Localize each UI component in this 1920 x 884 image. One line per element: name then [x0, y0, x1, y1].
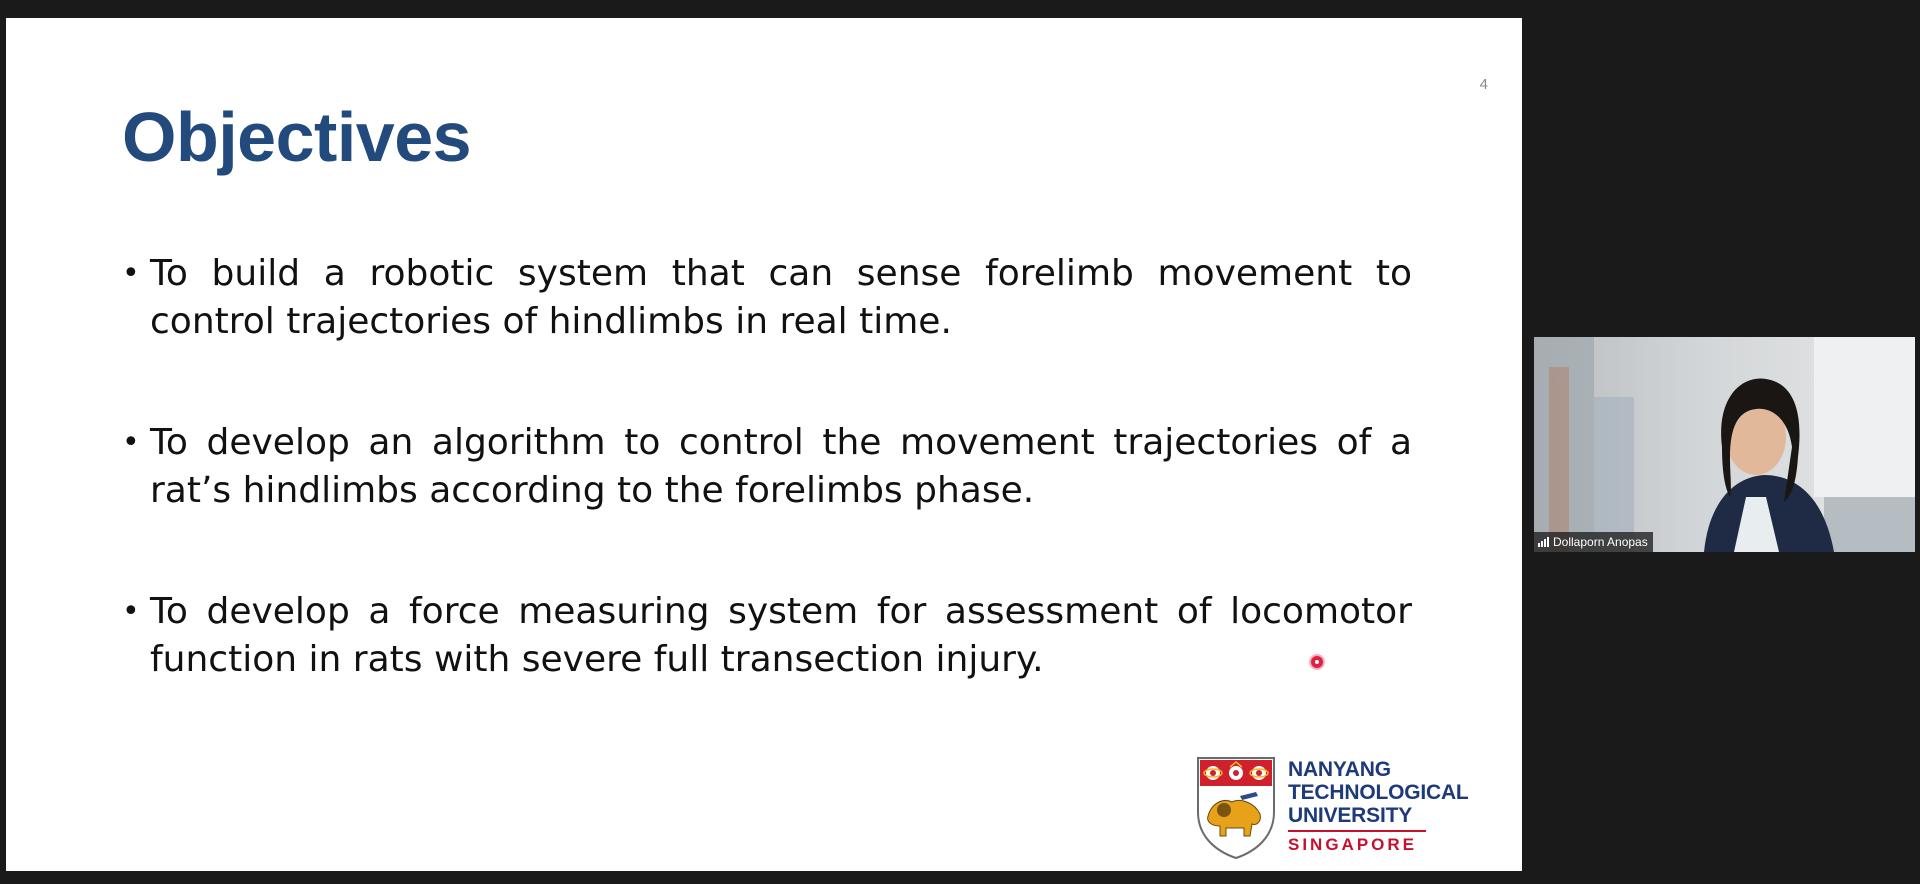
logo-line: NANYANG: [1288, 758, 1391, 781]
participant-video-frame: [1534, 337, 1915, 552]
signal-strength-icon: [1538, 537, 1549, 547]
participant-name: Dollaporn Anopas: [1553, 535, 1648, 549]
ntu-logo: [1196, 756, 1496, 866]
bullet-icon: •: [122, 256, 140, 291]
laser-pointer-icon: [1311, 656, 1323, 668]
slide-title: Objectives: [122, 98, 472, 176]
ntu-wordmark: [1288, 758, 1469, 855]
bullet-text: To build a robotic system that can sense forelimb movement to control trajectories of hindlimbs in real time.: [150, 253, 1412, 342]
bullet-icon: •: [122, 594, 140, 629]
list-item: [122, 588, 1412, 684]
bullet-text: To develop a force measuring system for assessment of locomotor function in rats with severe full transection injury.: [150, 591, 1412, 680]
logo-divider: [1288, 830, 1426, 832]
list-item: [122, 419, 1412, 515]
slide-number: 4: [1479, 76, 1488, 93]
participant-name-label: [1534, 532, 1653, 552]
university-crest-icon: [1196, 756, 1276, 860]
shared-slide: [6, 18, 1522, 871]
objectives-list: [122, 250, 1412, 757]
bullet-text: To develop an algorithm to control the movement trajectories of a rat’s hindlimbs according to the forelimbs phase.: [150, 422, 1412, 511]
logo-line: TECHNOLOGICAL: [1288, 781, 1469, 804]
logo-line: UNIVERSITY: [1288, 804, 1413, 827]
logo-line: SINGAPORE: [1288, 835, 1418, 854]
bullet-icon: •: [122, 425, 140, 460]
participant-video-tile[interactable]: [1534, 337, 1915, 552]
list-item: [122, 250, 1412, 346]
